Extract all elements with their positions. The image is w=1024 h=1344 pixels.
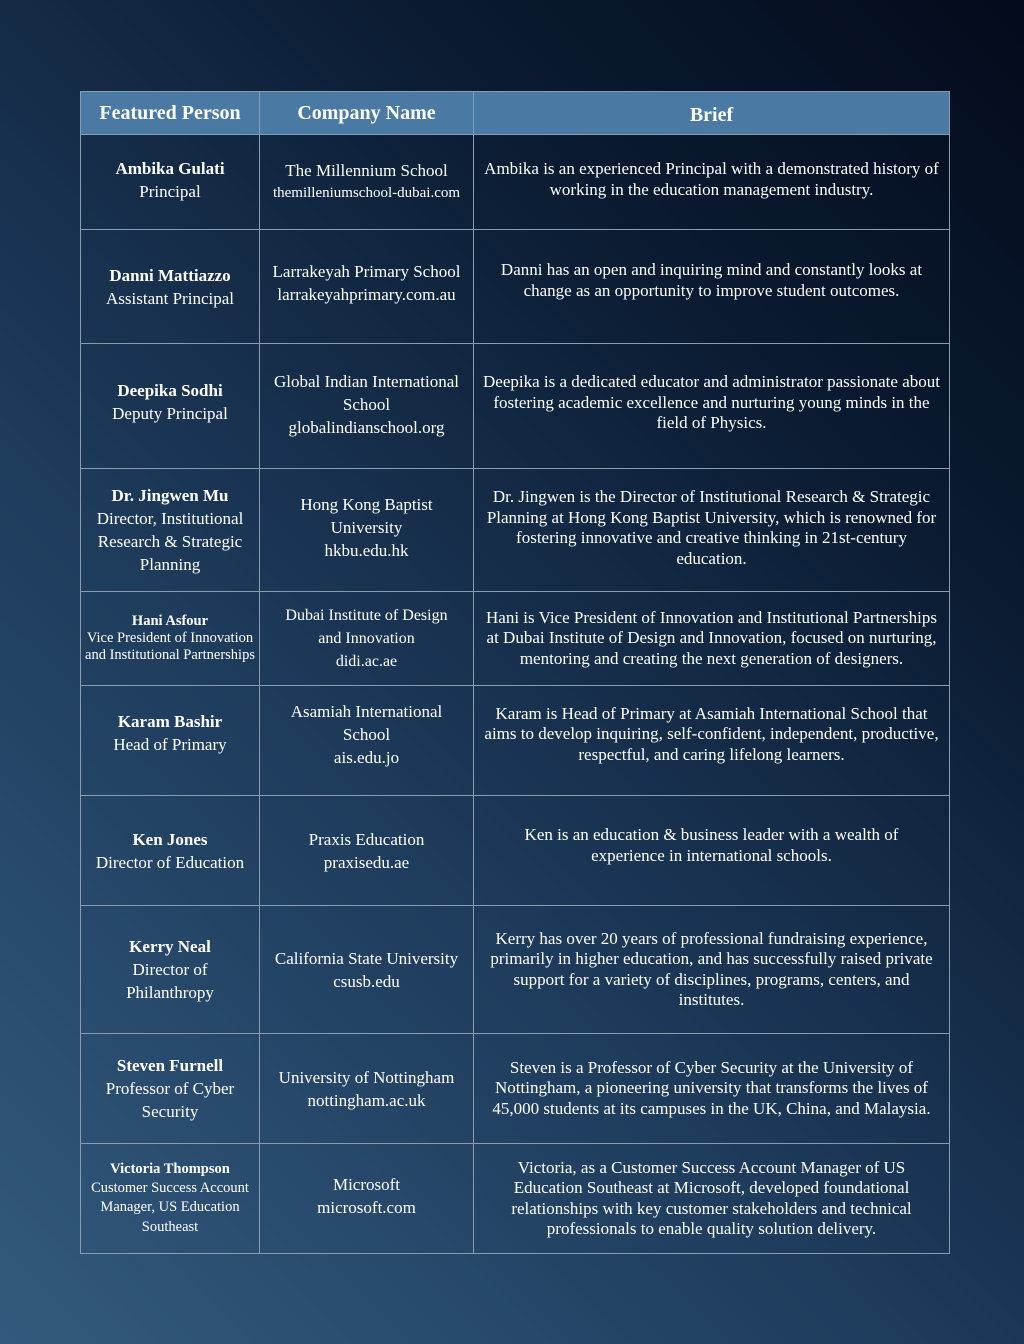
company-url: globalindianschool.org (288, 417, 445, 437)
company-name: The Millennium School (285, 161, 448, 180)
brief-text: Ambika is an experienced Principal with a demonstrated history of working in the education management industry. (484, 159, 939, 199)
brief-text: Victoria, as a Customer Success Account Manager of US Education Southeast at Microsoft, developed foundational relationships with key customer stakeholders and technical professionals to enable quality solution delivery. (511, 1157, 912, 1238)
person-name: Ken Jones (132, 829, 208, 849)
company-url: praxisedu.ae (323, 852, 410, 872)
person-cell (81, 592, 260, 686)
header-brief: Brief (474, 92, 950, 135)
company-cell (260, 592, 474, 686)
company-cell (260, 469, 474, 592)
person-cell (81, 906, 260, 1034)
company-name: Praxis Education (308, 829, 425, 849)
table-header-row (81, 92, 950, 135)
brief-cell (474, 469, 950, 592)
person-cell (81, 796, 260, 906)
brief-text: Kerry has over 20 years of professional fundraising experience, primarily in higher education, and has successfully raised private support for a variety of disciplines, programs, centers, and institutes. (490, 928, 933, 1009)
brief-text: Karam is Head of Primary at Asamiah International School that aims to develop inquiring, self-confident, independent, productive, respectful, and caring lifelong learners. (484, 703, 939, 764)
company-cell (260, 230, 474, 344)
person-title: Vice President of Innovation and Institutional Partnerships (85, 629, 255, 663)
person-title: Director of Education (95, 852, 245, 872)
company-cell (260, 135, 474, 230)
person-title: Head of Primary (113, 734, 227, 754)
person-name: Kerry Neal (129, 937, 211, 956)
brief-cell (474, 686, 950, 796)
brief-cell (474, 592, 950, 686)
person-name: Danni Mattiazzo (109, 265, 231, 285)
person-name: Karam Bashir (117, 711, 223, 731)
company-name: University of Nottingham (278, 1067, 455, 1087)
person-title: Customer Success Account Manager, US Education Southeast (91, 1179, 249, 1235)
company-name: Global Indian International School (273, 371, 460, 414)
table-row (81, 344, 950, 469)
company-url: hkbu.edu.hk (324, 540, 409, 560)
person-cell (81, 1034, 260, 1144)
table-row (81, 469, 950, 592)
featured-people-table (80, 91, 950, 1254)
person-cell (81, 135, 260, 230)
person-name: Steven Furnell (116, 1056, 224, 1075)
company-name: Larrakeyah Primary School (272, 261, 461, 281)
brief-cell (474, 344, 950, 469)
brief-cell (474, 906, 950, 1034)
company-url: larrakeyahprimary.com.au (277, 284, 456, 304)
table-row (81, 906, 950, 1034)
brief-cell (474, 135, 950, 230)
company-name: Asamiah International School (290, 702, 443, 744)
company-cell (260, 344, 474, 469)
company-url: nottingham.ac.uk (307, 1090, 426, 1110)
company-url: csusb.edu (333, 971, 400, 991)
company-url: ais.edu.jo (333, 748, 400, 767)
brief-text: Steven is a Professor of Cyber Security at the University of Nottingham, a pioneering university that transforms the lives of 45,000 students at its campuses in the UK, China, and Malaysia. (492, 1057, 931, 1118)
table-row (81, 796, 950, 906)
table-row (81, 592, 950, 686)
person-cell (81, 1144, 260, 1254)
company-name: Hong Kong Baptist University (300, 494, 433, 537)
brief-cell (474, 796, 950, 906)
company-url: microsoft.com (317, 1197, 416, 1217)
company-url: didi.ac.ae (335, 653, 398, 670)
company-cell (260, 686, 474, 796)
person-title: Assistant Principal (106, 288, 234, 308)
person-cell (81, 686, 260, 796)
brief-text: Ken is an education & business leader with a wealth of experience in international schools. (524, 825, 899, 865)
person-cell (81, 344, 260, 469)
company-url: themilleniumschool-dubai.com (272, 185, 461, 201)
person-name: Deepika Sodhi (117, 381, 223, 400)
person-title: Director, Institutional Research & Strategic Planning (96, 509, 244, 574)
person-title: Professor of Cyber Security (105, 1079, 235, 1121)
person-title: Director of Philanthropy (126, 960, 214, 1002)
table-row (81, 135, 950, 230)
person-title: Principal (139, 182, 201, 201)
table-row (81, 686, 950, 796)
person-title: Deputy Principal (112, 404, 228, 423)
brief-cell (474, 1034, 950, 1144)
brief-text: Dr. Jingwen is the Director of Institutional Research & Strategic Planning at Hong Kong Baptist University, which is renowned for fostering innovative and creative thinking in 21st-century education. (486, 487, 937, 568)
table-row (81, 230, 950, 344)
person-name: Victoria Thompson (110, 1160, 230, 1177)
person-cell (81, 469, 260, 592)
brief-cell (474, 230, 950, 344)
brief-text: Hani is Vice President of Innovation and Institutional Partnerships at Dubai Institute of Design and Innovation, focused on nurturing, mentoring and creating the next generation of designers. (486, 607, 937, 668)
brief-cell (474, 1144, 950, 1254)
person-name: Dr. Jingwen Mu (111, 486, 229, 505)
person-name: Ambika Gulati (115, 159, 225, 178)
brief-text: Deepika is a dedicated educator and administrator passionate about fostering academic excellence and nurturing young minds in the field of Physics. (483, 372, 940, 433)
company-name: California State University (274, 948, 459, 968)
company-cell (260, 796, 474, 906)
person-name: Hani Asfour (131, 612, 209, 629)
table-row (81, 1144, 950, 1254)
header-featured-person: Featured Person (81, 92, 260, 135)
header-company-name: Company Name (260, 92, 474, 135)
company-name: Dubai Institute of Design and Innovation (285, 607, 448, 647)
brief-text: Danni has an open and inquiring mind and constantly looks at change as an opportunity to improve student outcomes. (500, 260, 923, 300)
company-cell (260, 1144, 474, 1254)
company-name: Microsoft (332, 1174, 401, 1194)
person-cell (81, 230, 260, 344)
company-cell (260, 1034, 474, 1144)
company-cell (260, 906, 474, 1034)
table-row (81, 1034, 950, 1144)
